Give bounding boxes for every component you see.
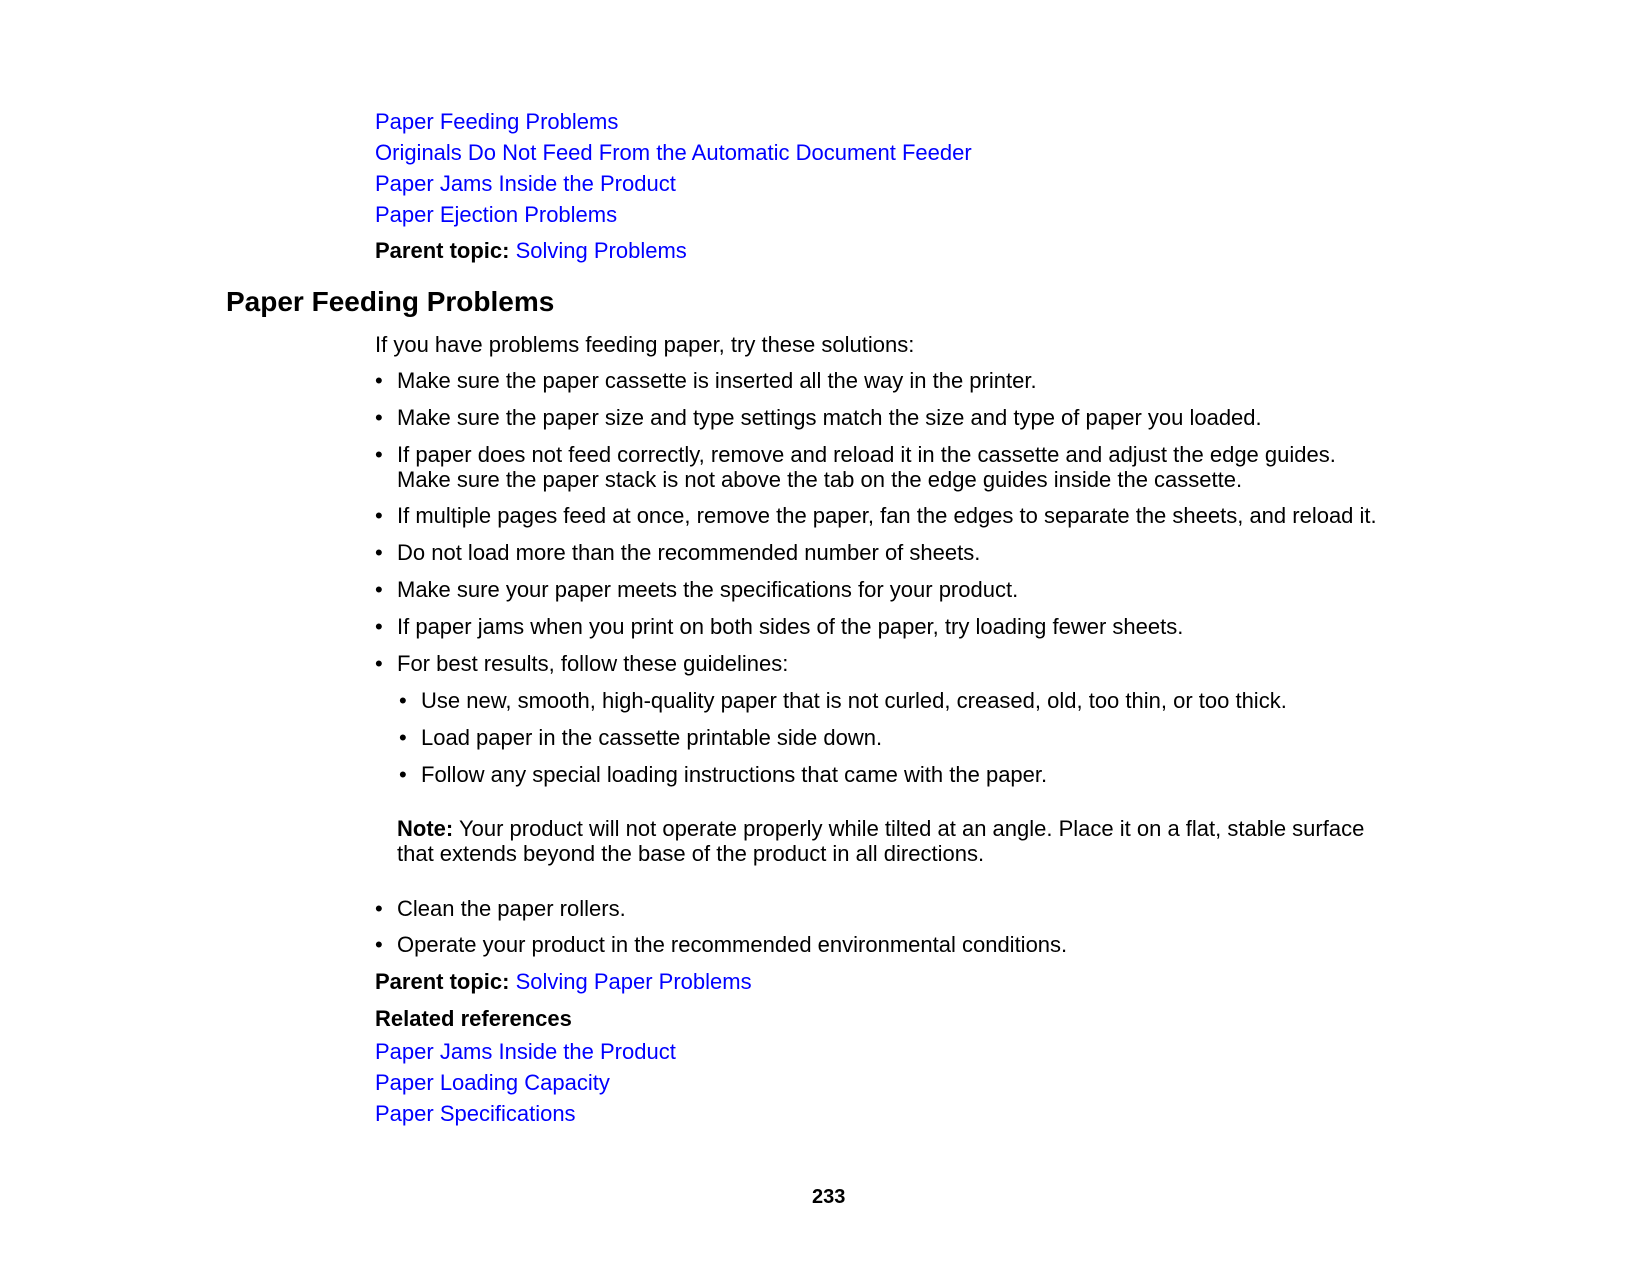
section-intro: If you have problems feeding paper, try these solutions: [375,332,915,357]
note-label: Note: [397,816,454,841]
note-line-2: that extends beyond the base of the product in all directions. [397,841,985,866]
related-references-links [375,1036,676,1129]
list-item: For best results, follow these guidelines: [397,651,789,676]
parent-topic-1 [375,238,687,264]
parent-topic-2 [375,969,752,995]
section-title: Paper Feeding Problems [226,286,555,317]
list-item: Do not load more than the recommended number of sheets. [397,540,981,565]
note-text-1: Your product will not operate properly while tilted at an angle. Place it on a flat, stable surface [458,816,1365,841]
page-number: 233 [812,1186,846,1208]
bullet-marker: • [375,651,383,676]
bullet-marker: • [375,540,383,565]
bullet-marker: • [399,725,407,750]
link-paper-jams-inside-product[interactable]: Paper Jams Inside the Product [375,171,676,196]
link-solving-paper-problems[interactable]: Solving Paper Problems [515,969,752,994]
list-item: Make sure the paper cassette is inserted all the way in the printer. [397,368,1037,393]
link-paper-specifications[interactable]: Paper Specifications [375,1101,576,1126]
bullet-marker: • [375,896,383,921]
list-item: Make sure your paper meets the specifications for your product. [397,577,1019,602]
parent-topic-label: Parent topic: [375,238,510,263]
list-item: If paper does not feed correctly, remove and reload it in the cassette and adjust the edge guides. [397,442,1336,467]
bullet-marker: • [375,368,383,393]
bullet-marker: • [375,503,383,528]
bullet-marker: • [375,577,383,602]
related-references-heading: Related references [375,1006,572,1031]
sub-list-item: Load paper in the cassette printable side down. [421,725,883,750]
link-originals-do-not-feed[interactable]: Originals Do Not Feed From the Automatic Document Feeder [375,140,972,165]
link-paper-feeding-problems[interactable]: Paper Feeding Problems [375,109,619,134]
bullet-marker: • [375,614,383,639]
sub-list-item: Follow any special loading instructions that came with the paper. [421,762,1048,787]
link-paper-jams-inside-product[interactable]: Paper Jams Inside the Product [375,1039,676,1064]
list-item: If paper jams when you print on both sides of the paper, try loading fewer sheets. [397,614,1184,639]
bullet-marker: • [375,932,383,957]
sub-list-item: Use new, smooth, high-quality paper that is not curled, creased, old, too thin, or too thick. [421,688,1287,713]
list-item: Make sure the paper size and type settings match the size and type of paper you loaded. [397,405,1262,430]
bullet-marker: • [399,762,407,787]
link-paper-ejection-problems[interactable]: Paper Ejection Problems [375,202,618,227]
list-item: Operate your product in the recommended environmental conditions. [397,932,1068,957]
link-solving-problems[interactable]: Solving Problems [515,238,687,263]
bullet-marker: • [399,688,407,713]
link-paper-loading-capacity[interactable]: Paper Loading Capacity [375,1070,610,1095]
list-item-continuation: Make sure the paper stack is not above the tab on the edge guides inside the cassette. [397,467,1243,492]
related-topic-links [375,106,972,230]
bullet-marker: • [375,442,383,467]
list-item: If multiple pages feed at once, remove the paper, fan the edges to separate the sheets, and reload it. [397,503,1377,528]
list-item: Clean the paper rollers. [397,896,626,921]
parent-topic-label: Parent topic: [375,969,510,994]
bullet-marker: • [375,405,383,430]
note-line-1 [397,816,1364,842]
